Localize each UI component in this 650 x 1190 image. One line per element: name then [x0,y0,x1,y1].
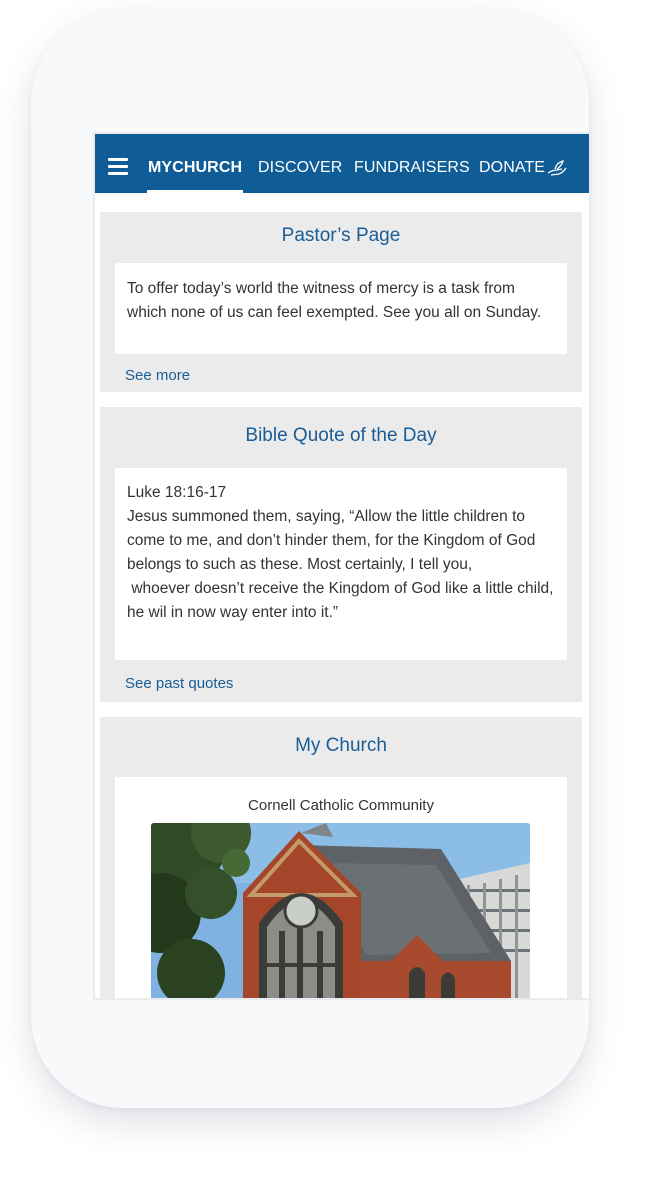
hamburger-menu-icon[interactable] [108,158,128,174]
bible-quote-card [100,407,582,702]
see-past-quotes-link[interactable]: See past quotes [125,675,234,692]
main-content [95,193,589,998]
top-nav-bar [95,134,589,193]
nav-tab-fundraisers[interactable]: FUNDRAISERS [354,159,470,176]
church-photo[interactable] [151,823,530,998]
pastor-card-title: Pastor’s Page [281,225,401,246]
bible-reference: Luke 18:16-17 [127,484,227,501]
nav-tab-mychurch[interactable]: MYCHURCH [148,159,243,176]
church-name: Cornell Catholic Community [248,797,434,814]
my-church-card [100,717,582,998]
bible-quote-box [115,468,567,660]
bible-quote-text-continued: whoever doesn’t receive the Kingdom of God like a little child, he wil in now way enter into it.” [127,580,558,621]
giving-hand-icon[interactable] [547,160,567,176]
see-more-link[interactable]: See more [125,367,191,384]
pastor-message-box [115,263,567,354]
bible-quote-title: Bible Quote of the Day [245,425,437,446]
phone-frame [31,10,589,1108]
nav-tab-donate[interactable]: DONATE [479,159,546,176]
nav-tab-discover[interactable]: DISCOVER [258,159,343,176]
my-church-title: My Church [295,735,387,756]
my-church-box [115,777,567,998]
app-screen [95,134,589,998]
pastor-card [100,212,582,392]
bible-quote-text: Jesus summoned them, saying, “Allow the little children to come to me, and don’t hinder them, for the Kingdom of God belongs to such as these. Most certainly, I tell you, [127,508,536,573]
pastor-message: To offer today’s world the witness of mercy is a task from which none of us can feel exempted. See you all on Sunday. [127,280,542,321]
